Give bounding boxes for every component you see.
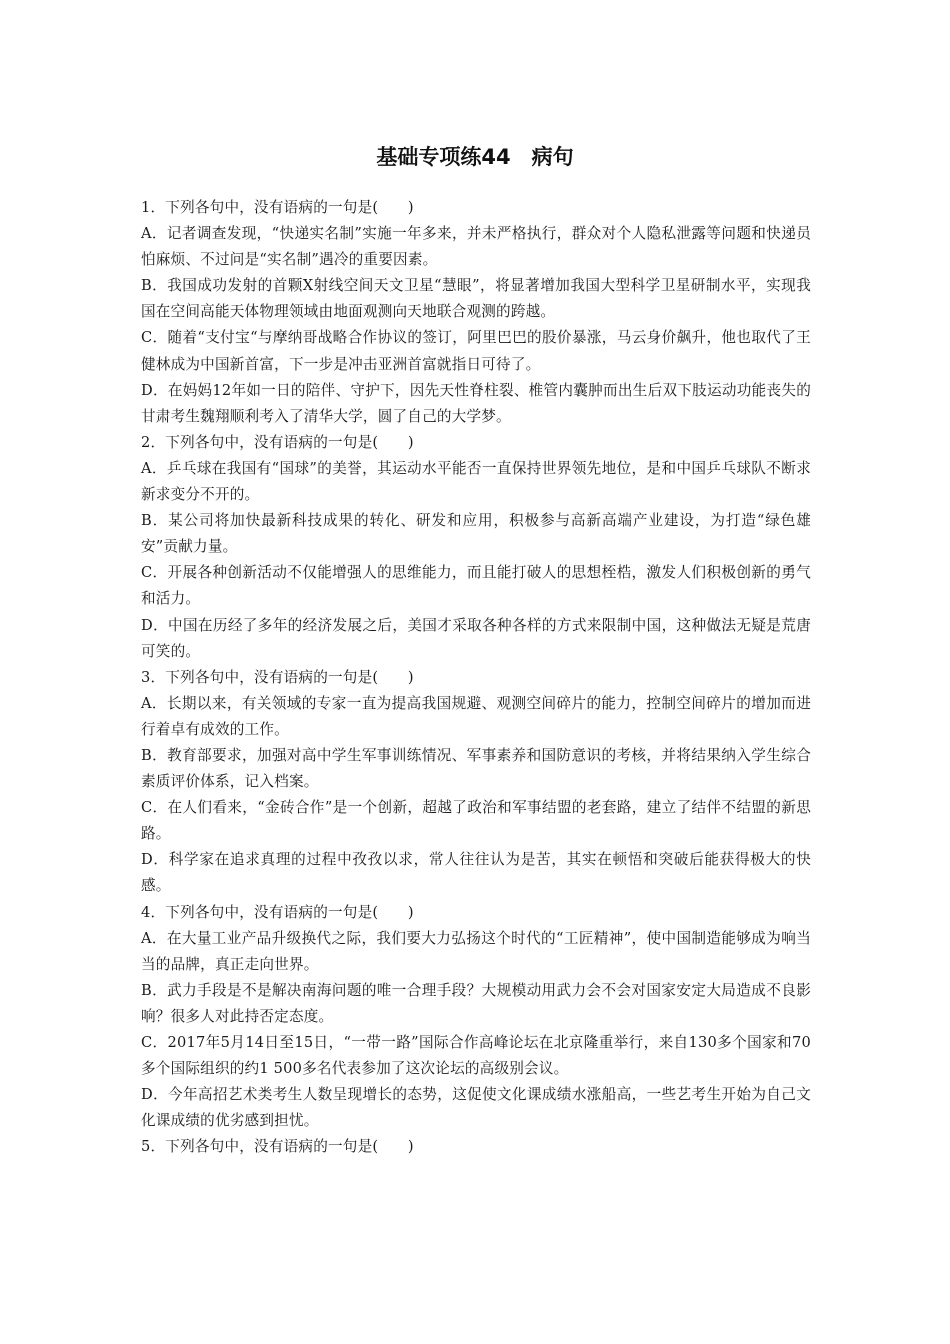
option-d: D．中国在历经了多年的经济发展之后，美国才采取各种各样的方式来限制中国，这种做法无疑是荒唐可笑的。: [141, 616, 811, 660]
option-a: A．长期以来，有关领域的专家一直为提高我国规避、观测空间碎片的能力，控制空间碎片的增加而进行着卓有成效的工作。: [141, 694, 811, 738]
option-a: A．乒乓球在我国有“国球”的美誉，其运动水平能否一直保持世界领先地位，是和中国乒乓球队不断求新求变分不开的。: [141, 459, 811, 504]
option-d: D．今年高招艺术类考生人数呈现增长的态势，这促使文化课成绩水涨船高，一些艺考生开始为自己文化课成绩的优劣感到担忧。: [141, 1086, 811, 1130]
question-stem: 1．下列各句中，没有语病的一句是( ): [141, 199, 414, 216]
option-b: B．某公司将加快最新科技成果的转化、研发和应用，积极参与高新高端产业建设，为打造“绿色雄安”贡献力量。: [141, 512, 811, 556]
question-2: [141, 430, 811, 665]
question-stem: 5．下列各句中，没有语病的一句是( ): [141, 1138, 414, 1156]
option-a: A．在大量工业产品升级换代之际，我们要大力弘扬这个时代的“工匠精神”，使中国制造能够成为响当当的品牌，真正走向世界。: [141, 929, 811, 973]
option-b: B．教育部要求，加强对高中学生军事训练情况、军事素养和国防意识的考核，并将结果纳入学生综合素质评价体系，记入档案。: [141, 746, 811, 791]
option-b: B．我国成功发射的首颗X射线空间天文卫星“慧眼”，将显著增加我国大型科学卫星研制水平，实现我国在空间高能天体物理领域由地面观测向天地联合观测的跨越。: [141, 277, 811, 321]
option-c: C．开展各种创新活动不仅能增强人的思维能力，而且能打破人的思想桎梏，激发人们积极创新的勇气和活力。: [141, 564, 811, 608]
question-3: [141, 665, 811, 900]
question-5: [141, 1134, 811, 1160]
question-4: [141, 900, 811, 1135]
question-stem: 3．下列各句中，没有语病的一句是( ): [141, 668, 414, 686]
question-stem: 2．下列各句中，没有语病的一句是( ): [141, 433, 414, 451]
option-a: A．记者调查发现，“快递实名制”实施一年多来，并未严格执行，群众对个人隐私泄露等问题和快递员怕麻烦、不过问是“实名制”遇冷的重要因素。: [141, 225, 811, 269]
option-c: C．在人们看来，“金砖合作”是一个创新，超越了政治和军事结盟的老套路，建立了结伴不结盟的新思路。: [141, 799, 811, 843]
option-c: C．随着“支付宝“与摩纳哥战略合作协议的签订，阿里巴巴的股价暴涨，马云身价飙升，他也取代了王健林成为中国新首富，下一步是冲击亚洲首富就指日可待了。: [141, 329, 811, 373]
option-b: B．武力手段是不是解决南海问题的唯一合理手段？大规模动用武力会不会对国家安定大局造成不良影响？很多人对此持否定态度。: [141, 981, 811, 1025]
question-list: [141, 195, 811, 1160]
option-d: D．科学家在追求真理的过程中孜孜以求，常人往往认为是苦，其实在顿悟和突破后能获得极大的快感。: [141, 851, 811, 895]
option-c: C．2017年5月14日至15日，“一带一路”国际合作高峰论坛在北京隆重举行，来自130多个国家和70多个国际组织的约1 500多名代表参加了这次论坛的高级别会议。: [141, 1034, 811, 1078]
page-title: 基础专项练44 病句: [376, 145, 574, 169]
question-stem: 4．下列各句中，没有语病的一句是( ): [141, 903, 414, 921]
option-d: D．在妈妈12年如一日的陪伴、守护下，因先天性脊柱裂、椎管内囊肿而出生后双下肢运动功能丧失的甘肃考生魏翔顺利考入了清华大学，圆了自己的大学梦。: [141, 381, 811, 425]
question-1: [141, 195, 811, 430]
